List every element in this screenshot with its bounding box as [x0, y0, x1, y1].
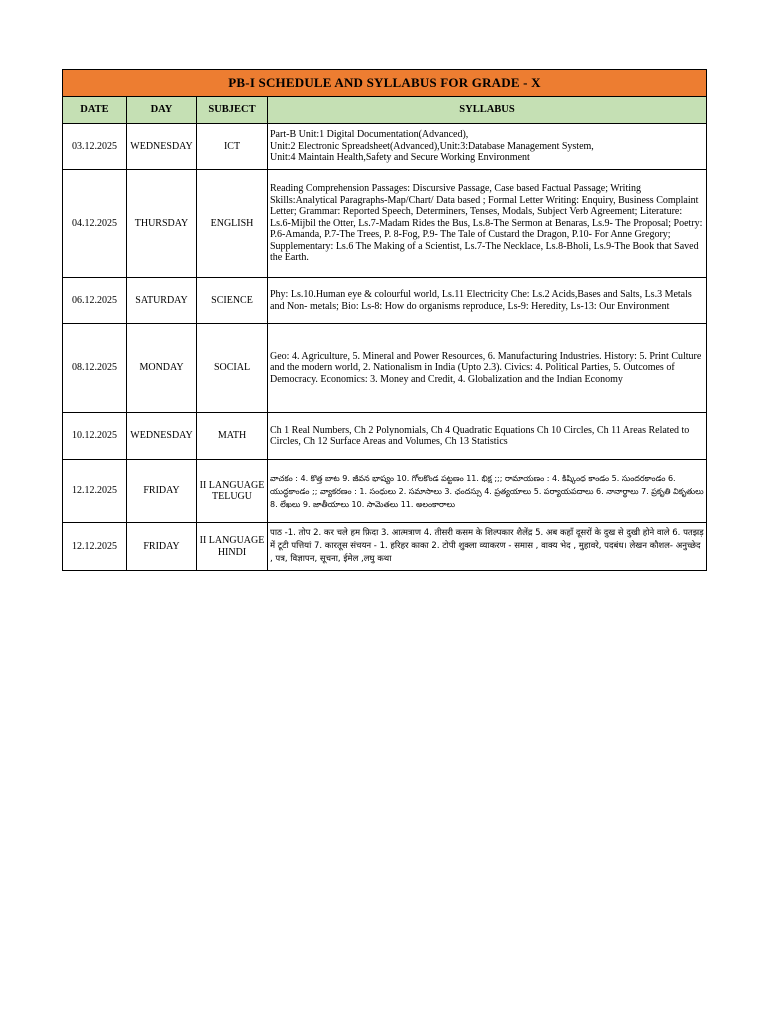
date-cell: 08.12.2025: [63, 324, 127, 413]
day-cell: WEDNESDAY: [127, 413, 197, 460]
schedule-table: [62, 69, 707, 571]
day-cell: WEDNESDAY: [127, 124, 197, 170]
header-row: [63, 97, 707, 124]
table-title: PB-I SCHEDULE AND SYLLABUS FOR GRADE - X: [63, 70, 707, 97]
subject-cell: ICT: [197, 124, 268, 170]
syllabus-text: వాచకం : 4. కొత్త బాట 9. జీవన భాష్యం 10. గోలకొండ పట్టణం 11. భిక్ష ;;; రామాయణం : 4. కిష్కింధ కాండం 5. సుందరకాండం 6. యుద్ధకాండం ;; వ్యాకరణం : 1. సంధులు 2. సమాసాలు 3. ఛందస్సు 4. ప్రత్యయాలు 5. పర్యాయపదాలు 6. నానార్థాలు 7. ప్రకృతి వికృతులు 8. లేఖలు 9. జాతీయాలు 10. సామెతలు 11. అలంకారాలు: [270, 473, 704, 509]
header-syllabus: SYLLABUS: [268, 97, 707, 124]
table-row: [63, 170, 707, 278]
day-cell: FRIDAY: [127, 523, 197, 571]
syllabus-cell: [268, 170, 707, 278]
date-cell: 06.12.2025: [63, 278, 127, 324]
day-cell: SATURDAY: [127, 278, 197, 324]
table-row: [63, 523, 707, 571]
syllabus-cell: [268, 324, 707, 413]
date-cell: 04.12.2025: [63, 170, 127, 278]
subject-cell: ENGLISH: [197, 170, 268, 278]
syllabus-text: Reading Comprehension Passages: Discursive Passage, Case based Factual Passage; Writing Skills:Analytical Paragraphs-Map/Chart/ Data based ; Formal Letter Writing: Enquiry, Business Complaint Letter; Grammar: Reported Speech, Determiners, Tenses, Modals, Subject Verb Agreement; Literature: Ls.6-Mijbil the Otter, Ls.7-Madam Rides the Bus, Ls.8-The Sermon at Benaras, Ls.9- The Proposal; Poetry: P.6-Amanda, P.7-The Trees, P. 8-Fog, P.9- The Tale of Custard the Dragon, P.10- For Anne Gregory; Supplementary: Ls.6 The Making of a Scientist, Ls.7-The Necklace, Ls.8-Bholi, Ls.9-The Book that Saved the Earth.: [270, 183, 703, 264]
syllabus-line: Unit:4 Maintain Health,Safety and Secure Working Environment: [270, 152, 530, 164]
day-cell: MONDAY: [127, 324, 197, 413]
subject-cell: II LANGUAGE HINDI: [197, 523, 268, 571]
syllabus-cell: [268, 413, 707, 460]
syllabus-cell: [268, 523, 707, 571]
subject-cell: SOCIAL: [197, 324, 268, 413]
syllabus-cell: [268, 124, 707, 170]
syllabus-text: Phy: Ls.10.Human eye & colourful world, Ls.11 Electricity Che: Ls.2 Acids,Bases and Salts, Ls.3 Metals and Non- metals; Bio: Ls-8: How do organisms reproduce, Ls-9: Heredity, Ls-13: Our Environment: [270, 289, 692, 312]
table-row: [63, 460, 707, 523]
syllabus-line: Unit:2 Electronic Spreadsheet(Advanced),Unit:3:Database Management System,: [270, 140, 594, 152]
header-day: DAY: [127, 97, 197, 124]
syllabus-line: Part-B Unit:1 Digital Documentation(Advanced),: [270, 129, 469, 141]
table-row: [63, 413, 707, 460]
syllabus-cell: [268, 278, 707, 324]
syllabus-text: Geo: 4. Agriculture, 5. Mineral and Power Resources, 6. Manufacturing Industries. History: 5. Print Culture and the modern world, 2. Nationalism in India (Upto 2.3). Civics: 4. Political Parties, 5. Outcomes of Democracy. Economics: 3. Money and Credit, 4. Globalization and the Indian Economy: [270, 350, 702, 385]
table-row: [63, 324, 707, 413]
header-subject: SUBJECT: [197, 97, 268, 124]
syllabus-cell: [268, 460, 707, 523]
date-cell: 12.12.2025: [63, 460, 127, 523]
day-cell: THURSDAY: [127, 170, 197, 278]
syllabus-text: Ch 1 Real Numbers, Ch 2 Polynomials, Ch 4 Quadratic Equations Ch 10 Circles, Ch 11 Areas Related to Circles, Ch 12 Surface Areas and Volumes, Ch 13 Statistics: [270, 424, 690, 447]
subject-cell: SCIENCE: [197, 278, 268, 324]
date-cell: 03.12.2025: [63, 124, 127, 170]
date-cell: 12.12.2025: [63, 523, 127, 571]
table-row: [63, 124, 707, 170]
header-date: DATE: [63, 97, 127, 124]
subject-cell: II LANGUAGE TELUGU: [197, 460, 268, 523]
date-cell: 10.12.2025: [63, 413, 127, 460]
title-row: [63, 70, 707, 97]
syllabus-text: पाठ -1. तोप 2. कर चले हम फ़िदा 3. आत्मत्राण 4. तीसरी कसम के शिल्पकार शैलेंद्र 5. अब कहाँ दूसरों के दुख से दुखी होने वाले 6. पतझड़ में टूटी पत्तियां 7. कारतूस संचयन - 1. हरिहर काका 2. टोपी शुक्ला व्याकरण - समास , वाक्य भेद , मुहावरे, पदबंध। लेखन कौशल- अनुच्छेद , पत्र, विज्ञापन, सूचना, ईमेल ,लघु कथा: [270, 528, 704, 564]
day-cell: FRIDAY: [127, 460, 197, 523]
table-row: [63, 278, 707, 324]
subject-cell: MATH: [197, 413, 268, 460]
